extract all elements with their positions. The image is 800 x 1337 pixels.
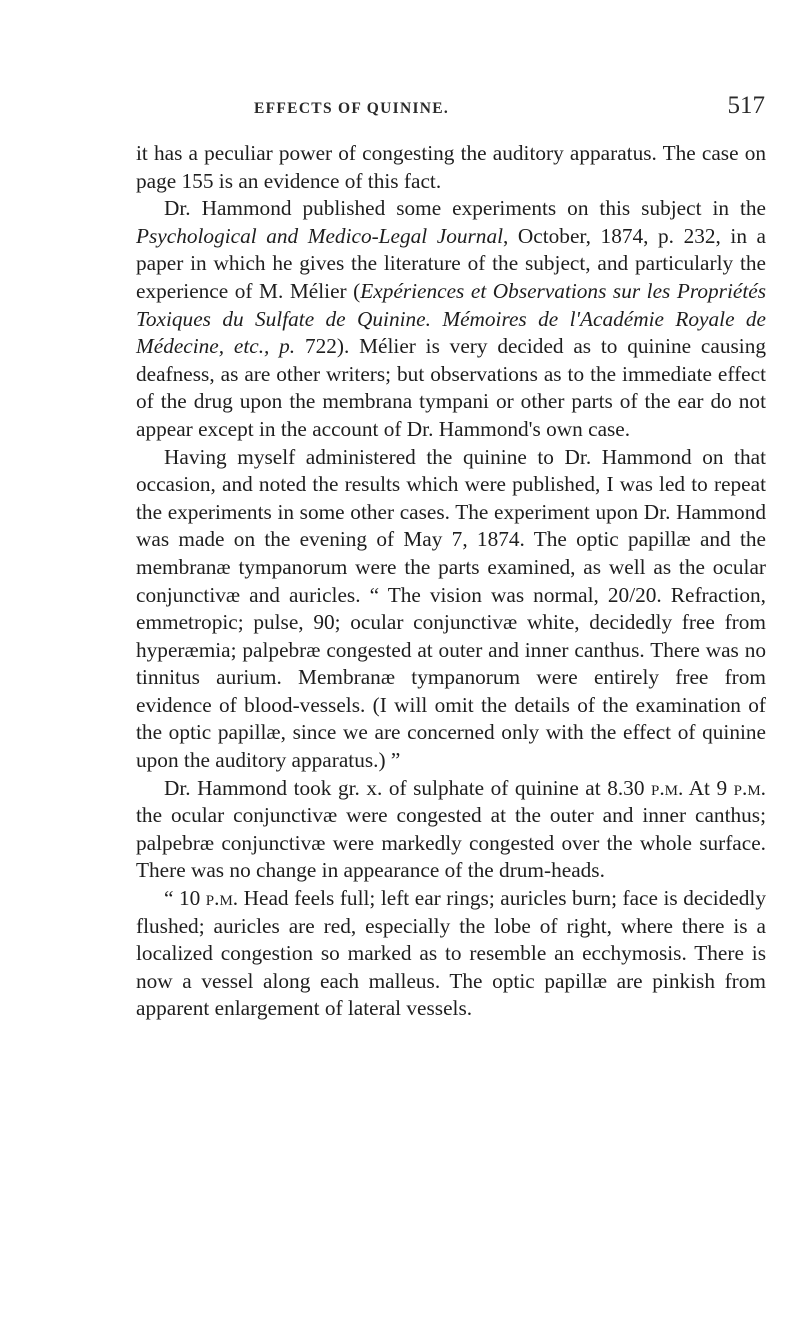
paragraph-4 bbox=[136, 775, 766, 885]
paragraph-2 bbox=[136, 195, 766, 443]
text-run: At 9 bbox=[683, 775, 734, 800]
time-abbrev: p.m. bbox=[651, 775, 684, 800]
text-run: 722). Mélier is very decided as to quinine causing deafness, as are other writers; but observations as to the immediate effect of the drug upon the membrana tympani or other parts of the ear do not appear except in the account of Dr. Hammond's own case. bbox=[136, 334, 766, 441]
text-run: Dr. Hammond took gr. x. of sulphate of quinine at 8.30 bbox=[164, 775, 651, 800]
text-run: “ 10 bbox=[164, 886, 206, 911]
paragraph-1 bbox=[136, 140, 766, 195]
page-number: 517 bbox=[727, 92, 765, 119]
italic-run: Expériences et Observations sur les Propriétés Toxiques du Sulfate de Quinine. Mémoires de l'Académie Royale de Médecine, etc., p. bbox=[136, 278, 766, 359]
running-title: EFFECTS OF QUININE. bbox=[254, 100, 450, 117]
time-abbrev: p.m. bbox=[733, 775, 766, 800]
text-run: Head feels full; left ear rings; auricles burn; face is decidedly flushed; auricles are red, especially the lobe of right, where there is a localized congestion so marked as to resemble an ecchymosis. There is now a vessel along each malleus. The optic papillæ are pinkish from apparent enlargement of lateral vessels. bbox=[136, 886, 766, 1021]
paragraph-text: Having myself administered the quinine to Dr. Hammond on that occasion, and noted the results which were published, I was led to repeat the experiments in some other cases. The experiment upon Dr. Hammond was made on the evening of May 7, 1874. The optic papillæ and the membranæ tympanorum were the parts examined, as well as the ocular conjunctivæ and auricles. “ The vision was normal, 20/20. Refraction, emmetropic; pulse, 90; ocular conjunctivæ white, decidedly free from hyperæmia; palpebræ congested at outer and inner canthus. There was no tinnitus aurium. Membranæ tympanorum were entirely free from evidence of blood-vessels. (I will omit the details of the examination of the optic papillæ, since we are concerned only with the effect of quinine upon the auditory apparatus.) ” bbox=[136, 444, 766, 773]
text-run: the ocular conjunctivæ were congested at the outer and inner canthus; palpebræ conjunctivæ were markedly congested over the whole surface. There was no change in appearance of the drum-heads. bbox=[136, 803, 766, 883]
italic-run: Psychological and Medico-Legal Journal bbox=[136, 223, 504, 248]
time-abbrev: p.m. bbox=[205, 886, 239, 911]
paragraph-5 bbox=[136, 885, 766, 1023]
running-head bbox=[136, 92, 765, 122]
paragraph-text: it has a peculiar power of congesting the auditory apparatus. The case on page 155 is an evidence of this fact. bbox=[136, 141, 766, 193]
body-text bbox=[136, 140, 766, 1023]
text-run: , October, 1874, p. 232, in a paper in which he gives the literature of the subject, and particularly the experience of M. Mélier ( bbox=[136, 223, 766, 303]
paragraph-3 bbox=[136, 444, 766, 775]
text-run: Dr. Hammond published some experiments on this subject in the bbox=[164, 196, 766, 221]
